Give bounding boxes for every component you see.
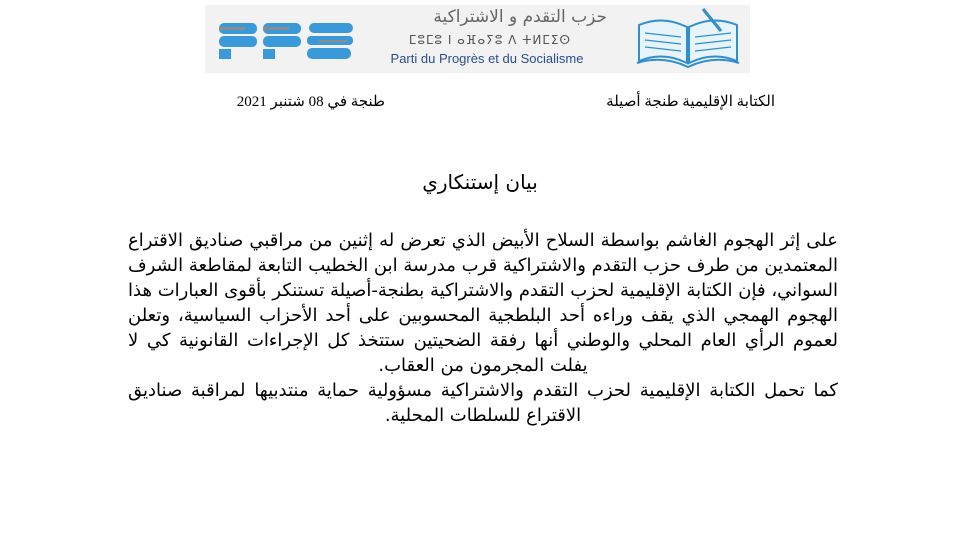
party-name-tifinagh: ⵎⵓⵎⵓ ⵏ ⴰⴼⴰⵢⵓ ⴷ ⵜⵍⵎⵉⵙ [408, 33, 572, 47]
open-book-icon [633, 7, 743, 69]
statement-title: بيان إستنكاري [422, 170, 538, 194]
party-name-french: Parti du Progrès et du Socialisme [390, 51, 584, 66]
regional-office: الكتابة الإقليمية طنجة أصيلة [606, 94, 775, 110]
paragraph: كما تحمل الكتابة الإقليمية لحزب التقدم والاشتراكية مسؤولية حماية منتدبيها لمراقبة صناديق الاقتراع للسلطات المحلية. [128, 380, 838, 426]
pps-logo [219, 21, 359, 61]
document-date: طنجة في 08 شتنبر 2021 [236, 94, 385, 110]
paragraph: على إثر الهجوم الغاشم بواسطة السلاح الأبيض الذي تعرض له إثنين من مراقبي صناديق الاقتراع المعتمدين من طرف حزب التقدم والاشتراكية قرب مدرسة ابن الخطيب التابعة لمقاطعة الشرف السواني، فإن الكتابة الإقليمية لحزب التقدم والاشتراكية بطنجة-أصيلة تستنكر بأقوى العبارات هذا الهجوم الهمجي الذي يقف وراءه أحد البلطجية المحسوبين على أحد الأحزاب السياسية، وتعلن لعموم الرأي العام المحلي والوطني أنها رفقة الضحيتين ستتخذ كل الإجراءات القانونية كي لا يفلت المجرمون من العقاب. [128, 230, 838, 376]
statement-body [128, 228, 838, 428]
letterhead [205, 5, 750, 73]
party-name-arabic: حزب التقدم و الاشتراكية [433, 7, 607, 27]
